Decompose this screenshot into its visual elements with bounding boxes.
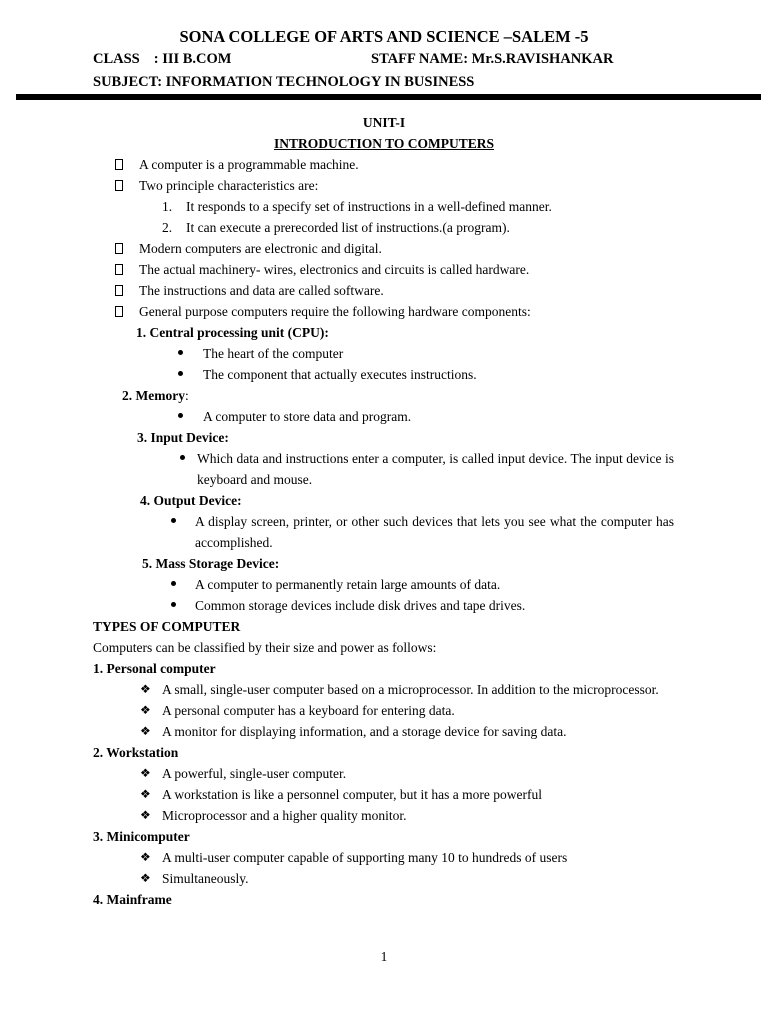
list-item bbox=[0, 847, 768, 868]
list-item-text: A monitor for displaying information, and a storage device for saving data. bbox=[162, 724, 567, 739]
list-item-text: It can execute a prerecorded list of instructions.(a program). bbox=[186, 220, 510, 235]
list-item bbox=[0, 511, 674, 553]
paragraph: Computers can be classified by their size and power as follows: bbox=[93, 640, 437, 655]
subheading-minicomputer: 3. Minicomputer bbox=[93, 829, 190, 844]
square-bullet-icon bbox=[115, 154, 123, 175]
list-item-text: Two principle characteristics are: bbox=[139, 178, 319, 193]
item-number: 1. bbox=[162, 199, 173, 214]
unit-heading: UNIT-I bbox=[362, 115, 406, 130]
round-bullet-icon bbox=[178, 343, 183, 364]
round-bullet-icon bbox=[171, 574, 176, 595]
list-item-text: Common storage devices include disk drives and tape drives. bbox=[195, 598, 526, 613]
list-item-text: Which data and instructions enter a computer, is called input device. The input device is keyboard and mouse. bbox=[197, 451, 674, 487]
square-bullet-icon bbox=[115, 259, 123, 280]
list-item-text: The actual machinery- wires, electronics and circuits is called hardware. bbox=[139, 262, 530, 277]
round-bullet-icon bbox=[178, 364, 183, 385]
list-item-text: It responds to a specify set of instructions in a well-defined manner. bbox=[186, 199, 552, 214]
list-item-text: A computer is a programmable machine. bbox=[139, 157, 359, 172]
diamond-bullet-icon: ❖ bbox=[140, 871, 151, 885]
subheading-input-device: 3. Input Device: bbox=[137, 430, 229, 445]
list-item bbox=[0, 868, 768, 889]
diamond-bullet-icon: ❖ bbox=[140, 682, 151, 696]
page-number: 1 bbox=[380, 949, 388, 964]
list-item bbox=[0, 679, 674, 700]
diamond-bullet-icon: ❖ bbox=[140, 850, 151, 864]
item-number: 2. bbox=[162, 220, 173, 235]
list-item bbox=[0, 238, 768, 259]
list-item bbox=[0, 574, 768, 595]
list-item bbox=[0, 763, 768, 784]
subheading-mainframe: 4. Mainframe bbox=[93, 892, 172, 907]
list-item bbox=[0, 700, 768, 721]
list-item-text: The instructions and data are called software. bbox=[139, 283, 384, 298]
subheading-memory: 2. Memory: bbox=[122, 388, 189, 403]
list-item-text: Simultaneously. bbox=[162, 871, 249, 886]
numbered-item bbox=[0, 196, 768, 217]
list-item bbox=[0, 721, 768, 742]
section-heading-types: TYPES OF COMPUTER bbox=[93, 619, 241, 634]
subject-line: SUBJECT: INFORMATION TECHNOLOGY IN BUSINESS bbox=[93, 74, 475, 90]
subheading-personal-computer: 1. Personal computer bbox=[93, 661, 216, 676]
college-name: SONA COLLEGE OF ARTS AND SCIENCE –SALEM -5 bbox=[179, 27, 589, 46]
list-item-text: A small, single-user computer based on a microprocessor. In addition to the microprocessor. bbox=[162, 682, 659, 697]
list-item-text: General purpose computers require the following hardware components: bbox=[139, 304, 531, 319]
list-item-text: A workstation is like a personnel computer, but it has a more powerful bbox=[162, 787, 542, 802]
section-title: INTRODUCTION TO COMPUTERS bbox=[273, 136, 495, 151]
list-item bbox=[0, 595, 768, 616]
class-staff-row bbox=[0, 48, 768, 71]
class-value: : III B.COM bbox=[153, 51, 232, 67]
list-item bbox=[0, 784, 768, 805]
list-item-text: A personal computer has a keyboard for entering data. bbox=[162, 703, 455, 718]
diamond-bullet-icon: ❖ bbox=[140, 787, 151, 801]
list-item-text: A computer to permanently retain large amounts of data. bbox=[195, 577, 501, 592]
list-item bbox=[0, 805, 768, 826]
square-bullet-icon bbox=[115, 238, 123, 259]
document-header bbox=[0, 26, 768, 94]
round-bullet-icon bbox=[171, 511, 176, 532]
subheading-cpu: 1. Central processing unit (CPU): bbox=[136, 325, 329, 340]
list-item bbox=[0, 301, 768, 322]
list-item-text: A powerful, single-user computer. bbox=[162, 766, 347, 781]
list-item bbox=[0, 448, 674, 490]
list-item bbox=[0, 364, 768, 385]
square-bullet-icon bbox=[115, 280, 123, 301]
subheading-mass-storage: 5. Mass Storage Device: bbox=[142, 556, 280, 571]
list-item bbox=[0, 280, 768, 301]
round-bullet-icon bbox=[180, 448, 185, 469]
list-item-text: The component that actually executes instructions. bbox=[203, 367, 477, 382]
subheading-workstation: 2. Workstation bbox=[93, 745, 179, 760]
list-item bbox=[0, 175, 768, 196]
diamond-bullet-icon: ❖ bbox=[140, 808, 151, 822]
diamond-bullet-icon: ❖ bbox=[140, 724, 151, 738]
square-bullet-icon bbox=[115, 301, 123, 322]
list-item-text: A multi-user computer capable of supporting many 10 to hundreds of users bbox=[162, 850, 568, 865]
diamond-bullet-icon: ❖ bbox=[140, 766, 151, 780]
class-label: CLASS bbox=[93, 51, 140, 67]
list-item-text: Microprocessor and a higher quality monitor. bbox=[162, 808, 407, 823]
list-item-text: A computer to store data and program. bbox=[203, 409, 412, 424]
list-item-text: A display screen, printer, or other such devices that lets you see what the computer has accomplished. bbox=[195, 514, 674, 550]
list-item bbox=[0, 259, 768, 280]
document-body bbox=[0, 112, 768, 910]
list-item bbox=[0, 343, 768, 364]
list-item-text: Modern computers are electronic and digital. bbox=[139, 241, 382, 256]
subheading-output-device: 4. Output Device: bbox=[140, 493, 242, 508]
numbered-item bbox=[0, 217, 768, 238]
round-bullet-icon bbox=[171, 595, 176, 616]
square-bullet-icon bbox=[115, 175, 123, 196]
header-rule bbox=[16, 94, 761, 100]
list-item bbox=[0, 154, 768, 175]
staff-name: STAFF NAME: Mr.S.RAVISHANKAR bbox=[371, 51, 614, 67]
list-item-text: The heart of the computer bbox=[203, 346, 344, 361]
list-item bbox=[0, 406, 768, 427]
round-bullet-icon bbox=[178, 406, 183, 427]
diamond-bullet-icon: ❖ bbox=[140, 703, 151, 717]
